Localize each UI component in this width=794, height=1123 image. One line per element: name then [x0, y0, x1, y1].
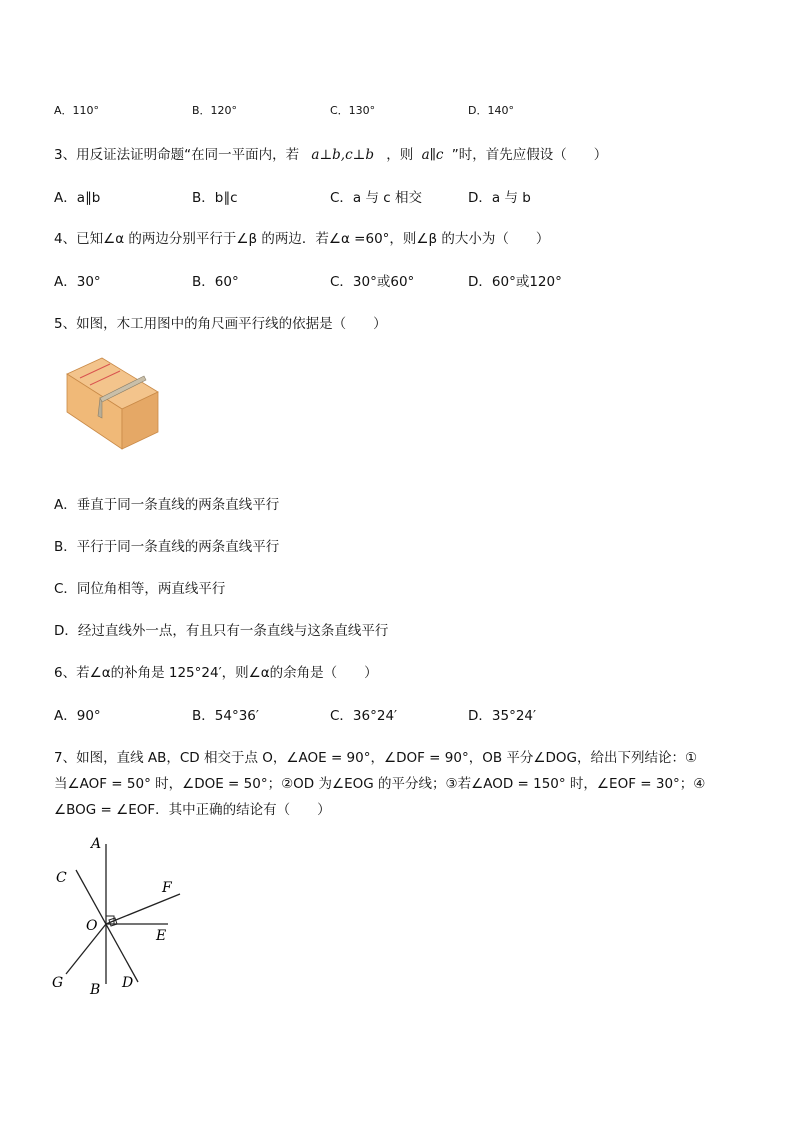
- q2-option-d: D．140°: [468, 104, 514, 117]
- label-b: B: [90, 982, 101, 998]
- label-o: O: [86, 918, 98, 934]
- q3-mid: ，则: [386, 147, 414, 163]
- q5-option-d: D．经过直线外一点，有且只有一条直线与这条直线平行: [54, 623, 389, 639]
- q4-option-c: C．30°或60°: [330, 274, 415, 290]
- q5-option-a: A．垂直于同一条直线的两条直线平行: [54, 497, 280, 513]
- q3-prefix: 3、用反证法证明命题“在同一平面内，若: [54, 147, 300, 163]
- label-a: A: [91, 836, 102, 852]
- q3-condition-2: a∥c: [421, 147, 444, 163]
- label-g: G: [52, 975, 64, 991]
- question-5: 5、如图，木工用图中的角尺画平行线的依据是（ ）: [54, 316, 387, 332]
- q3-option-a: A．a∥b: [54, 190, 101, 206]
- q6-option-d: D．35°24′: [468, 708, 537, 724]
- q5-option-b: B．平行于同一条直线的两条直线平行: [54, 539, 280, 555]
- q2-option-c: C．130°: [330, 104, 376, 117]
- q6-option-c: C．36°24′: [330, 708, 398, 724]
- label-d: D: [122, 975, 134, 991]
- q5-option-c: C．同位角相等，两直线平行: [54, 581, 226, 597]
- q3-condition-1: a⊥b,c⊥b: [311, 147, 374, 163]
- q3-suffix: ”时，首先应假设（ ）: [451, 147, 608, 163]
- q4-option-a: A．30°: [54, 274, 101, 290]
- q6-option-b: B．54°36′: [192, 708, 259, 724]
- question-7-line-3: ∠BOG = ∠EOF．其中正确的结论有（ ）: [54, 802, 331, 818]
- label-e: E: [156, 928, 167, 944]
- question-4: 4、已知∠α 的两边分别平行于∠β 的两边．若∠α =60°，则∠β 的大小为（ ）: [54, 231, 550, 247]
- question-3: [54, 143, 607, 163]
- q4-option-b: B．60°: [192, 274, 239, 290]
- q3-option-d: D．a 与 b: [468, 190, 531, 206]
- question-7-line-2: 当∠AOF = 50° 时，∠DOE = 50°；②OD 为∠EOG 的平分线；③若∠AOD = 150° 时，∠EOF = 30°；④: [54, 776, 706, 792]
- wood-block-figure: [62, 352, 172, 452]
- ray-of: [106, 894, 180, 924]
- angle-figure: [46, 832, 196, 1002]
- q2-option-b: B．120°: [192, 104, 238, 117]
- question-6: 6、若∠α的补角是 125°24′，则∠α的余角是（ ）: [54, 665, 378, 681]
- label-f: F: [162, 880, 172, 896]
- label-c: C: [56, 870, 67, 886]
- q3-option-c: C．a 与 c 相交: [330, 190, 422, 206]
- question-7-line-1: 7、如图，直线 AB，CD 相交于点 O，∠AOE = 90°，∠DOF = 90°，OB 平分∠DOG，给出下列结论：①: [54, 750, 698, 766]
- q2-option-a: A．110°: [54, 104, 100, 117]
- q6-option-a: A．90°: [54, 708, 101, 724]
- q3-option-b: B．b∥c: [192, 190, 238, 206]
- q4-option-d: D．60°或120°: [468, 274, 562, 290]
